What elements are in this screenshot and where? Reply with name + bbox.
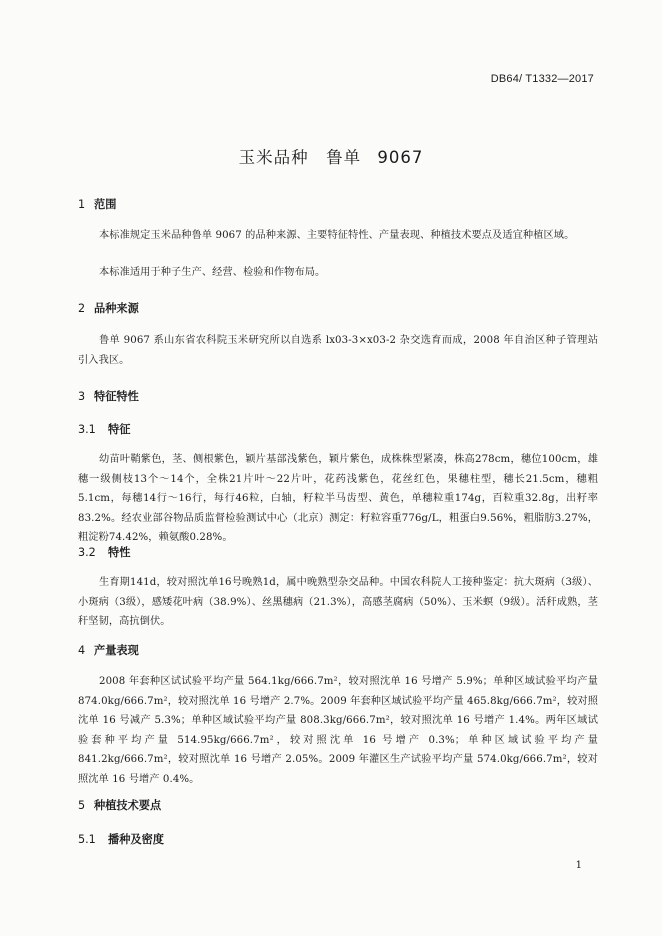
section-number: 1	[78, 198, 86, 211]
document-title: 玉米品种 鲁单 9067	[238, 148, 424, 167]
paragraph-scope-1: 本标准规定玉米品种鲁单 9067 的品种来源、主要特征特性、产量表现、种植技术要点及适宜种植区域。	[99, 230, 575, 241]
section-title: 种植技术要点	[94, 799, 162, 812]
section-heading-traits	[78, 388, 139, 404]
section-number: 5.1	[78, 833, 96, 846]
paragraph-origin: 鲁单 9067 系山东省农科院玉米研究所以自选系 lx03-3×x03-2 杂交选育而成，2008 年自治区种子管理站引入我区。	[78, 335, 598, 366]
paragraph-features: 幼苗叶鞘紫色，茎、侧根紫色，颖片基部浅紫色，颖片紫色，成株株型紧凑，株高278cm，穗位100cm，雄穗一级侧枝13个～14个，全株21片叶～22片叶，花药浅紫色，花丝红色，果穗柱型，穗长21.5cm，穗粗5.1cm，每穗14行～16行，每行46粒，白轴，籽粒半马齿型、黄色，单穗粒重174g，百粒重32.8g，出籽率83.2%。经农业部谷物品质监督检验测试中心（北京）测定：籽粒容重776g/L，粗蛋白9.56%，粗脂肪3.27%，粗淀粉74.42%，赖氨酸0.28%。	[78, 454, 598, 543]
section-title: 品种来源	[94, 302, 139, 315]
section-heading-cultivation	[78, 797, 161, 813]
section-title: 播种及密度	[108, 833, 164, 846]
subsection-heading-features	[78, 421, 130, 437]
page-number: 1	[575, 860, 582, 871]
section-title: 范围	[94, 198, 117, 211]
subsection-heading-sowing	[78, 831, 164, 847]
section-heading-yield	[78, 642, 139, 658]
section-title: 特性	[108, 546, 131, 559]
paragraph-characteristics: 生育期141d，较对照沈单16号晚熟1d，属中晚熟型杂交品种。中国农科院人工接种鉴定：抗大斑病（3级）、小斑病（3级），感矮花叶病（38.9%）、丝黑穗病（21.3%），高感茎腐病（50%）、玉米螟（9级）。活秆成熟，茎秆坚韧，高抗倒伏。	[78, 577, 598, 627]
section-heading-origin	[78, 300, 139, 316]
subsection-heading-characteristics	[78, 544, 130, 560]
section-title: 产量表现	[94, 644, 139, 657]
standard-code: DB64/ T1332—2017	[490, 73, 594, 85]
section-number: 3	[78, 390, 86, 403]
section-number: 3.1	[78, 423, 96, 436]
section-title: 特征	[108, 423, 131, 436]
section-number: 2	[78, 302, 86, 315]
section-number: 5	[78, 799, 86, 812]
section-number: 4	[78, 644, 86, 657]
section-heading-scope	[78, 196, 116, 212]
section-number: 3.2	[78, 546, 96, 559]
paragraph-yield: 2008 年套种区试试验平均产量 564.1kg/666.7m²，较对照沈单 16 号增产 5.9%；单种区域试验平均产量 874.0kg/666.7m²，较对照沈单 16 号增产 2.7%。2009 年套种区域试验平均产量 465.8kg/666.7m²，较对照沈单 16 号减产 5.3%；单种区域试验平均产量 808.3kg/666.7m²，较对照沈单 16 号增产 1.4%。两年区域试验套种平均产量 514.95kg/666.7m²，较对照沈单 16 号增产 0.3%；单种区域试验平均产量 841.2kg/666.7m²，较对照沈单 16 号增产 2.05%。2009 年灌区生产试验平均产量 574.0kg/666.7m²，较对照沈单 16 号增产 0.4%。	[78, 676, 598, 785]
paragraph-scope-2: 本标准适用于种子生产、经营、检验和作物布局。	[99, 267, 326, 278]
section-title: 特征特性	[94, 390, 139, 403]
